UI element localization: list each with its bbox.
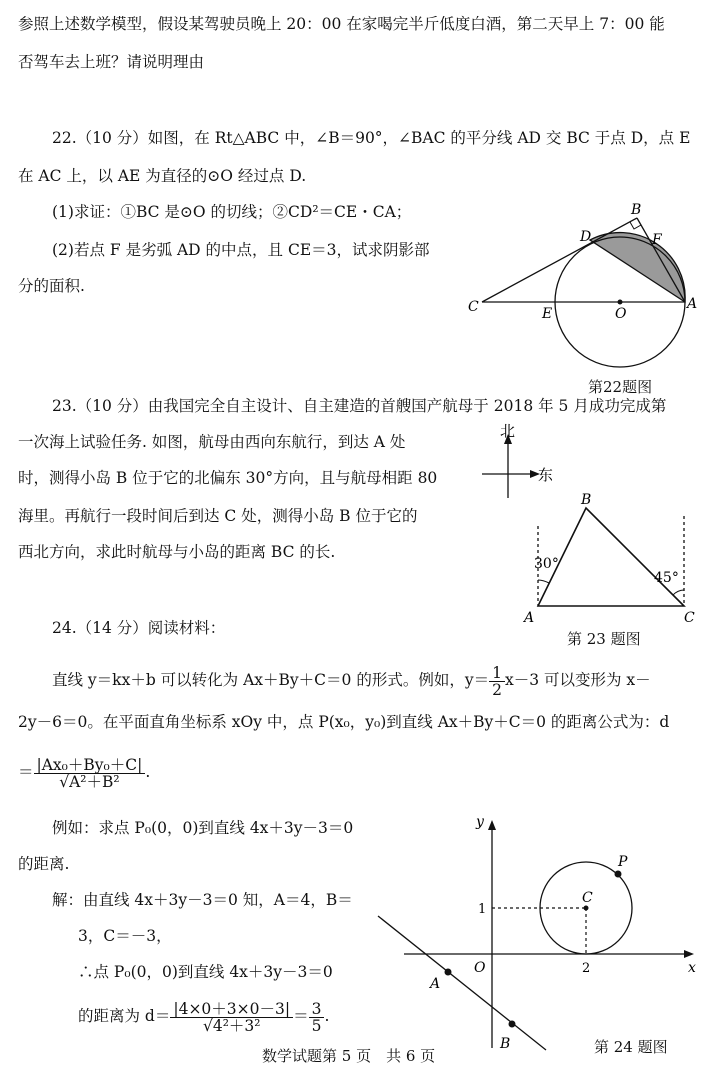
q23-line-3: 时，测得小岛 B 位于它的北偏东 30°方向，且与航母相距 80: [18, 469, 438, 487]
q24-solution-2: 3，C＝－3，: [78, 927, 172, 945]
q23-label-a: A: [524, 610, 535, 626]
q24-figure-caption: 第 24 题图: [594, 1038, 668, 1056]
q22-line-2: 在 AC 上，以 AE 为直径的⊙O 经过点 D.: [18, 167, 307, 185]
q24-label-a: A: [430, 976, 441, 992]
q22-line-cb: [482, 218, 637, 302]
top-line-2: 否驾车去上班？请说明理由: [18, 53, 205, 71]
q24-solution-den: √4²＋3²: [202, 1016, 261, 1035]
q24-label-o: O: [474, 960, 486, 976]
q24-figure: [376, 812, 706, 1052]
q24-solution-3: ∴点 P₀(0，0)到直线 4x＋3y－3＝0: [78, 963, 333, 981]
q22-label-b: B: [631, 202, 642, 218]
q24-solution-1: 解：由直线 4x＋3y－3＝0 知，A＝4，B＝: [52, 891, 353, 909]
q22-figure: [460, 196, 710, 376]
q24-label-p: P: [618, 854, 628, 870]
q24-solution-num: |4×0＋3×0－3|: [170, 1001, 293, 1018]
q24-solution-4-a: 的距离为 d＝: [78, 1007, 171, 1025]
q24-label-x: x: [688, 960, 696, 976]
q23-angle-arc-c: [673, 590, 684, 595]
q24-line-2-a: 直线 y＝kx＋b 可以转化为 Ax＋By＋C＝0 的形式。例如，y＝: [52, 671, 490, 689]
q23-angle-a-label: 30°: [534, 556, 559, 572]
q24-solution-4: [78, 996, 329, 1036]
q24-result-num: 3: [309, 1001, 325, 1018]
page-footer: 数学试题第 5 页 共 6 页: [262, 1047, 436, 1065]
q23-figure: [470, 418, 710, 628]
q24-result-den: 5: [311, 1016, 322, 1035]
q23-angle-arc-a: [538, 580, 549, 583]
q23-line-2: 一次海上试验任务. 如图，航母由西向东航行，到达 A 处: [18, 433, 406, 451]
q24-line-3: 2y－6＝0。在平面直角坐标系 xOy 中，点 P(x₀，y₀)到直线 Ax＋By＋C＝0 的距离公式为：d: [18, 713, 670, 731]
q23-triangle-abc: [538, 508, 684, 606]
q23-line-1: 23.（10 分）由我国完全自主设计、自主建造的首艘国产航母于 2018 年 5 月成功完成第: [52, 397, 667, 415]
q24-line-2-b: x－3 可以变形为 x－: [504, 671, 651, 689]
q22-line-4: (2)若点 F 是劣弧 AD 的中点，且 CE＝3，试求阴影部: [52, 241, 430, 259]
q22-shaded-region: [590, 233, 685, 302]
q22-center-dot: [618, 300, 623, 305]
q24-solution-eq: ＝: [293, 1007, 309, 1025]
q24-distance-formula: [18, 752, 150, 792]
q24-formula-num: |Ax₀＋By₀＋C|: [34, 757, 146, 774]
q24-formula-fraction: [34, 757, 146, 790]
q24-line-2: [52, 660, 651, 700]
q22-label-a: A: [687, 296, 698, 312]
q24-fraction-half-num: 1: [489, 665, 505, 682]
q24-label-y: y: [476, 814, 484, 830]
q24-fraction-half: [489, 665, 505, 698]
q24-label-2: 2: [582, 961, 591, 976]
q22-line-3: (1)求证：①BC 是⊙O 的切线；②CD²＝CE・CA；: [52, 203, 412, 221]
q24-solution-end: .: [324, 1007, 330, 1025]
q24-solution-fraction: [170, 1001, 293, 1034]
q23-east-label: 东: [538, 466, 554, 484]
q24-formula-end: .: [145, 763, 151, 781]
q23-figure-caption: 第 23 题图: [567, 630, 641, 648]
q22-label-f: F: [652, 232, 662, 248]
q24-y-arrow-icon: [488, 820, 496, 830]
q24-label-c: C: [582, 890, 593, 906]
q23-label-c: C: [684, 610, 695, 626]
q24-line-ab: [378, 916, 546, 1050]
q23-north-label: 北: [500, 422, 516, 440]
q24-example-2: 的距离.: [18, 855, 70, 873]
q22-label-o: O: [615, 306, 627, 322]
q22-line-5: 分的面积.: [18, 277, 85, 295]
q23-angle-c-label: 45°: [654, 570, 679, 586]
q22-label-c: C: [468, 299, 479, 315]
q22-line-1: 22.（10 分）如图，在 Rt△ABC 中，∠B＝90°，∠BAC 的平分线 AD 交 BC 于点 D，点 E: [52, 129, 691, 147]
q24-line-1: 24.（14 分）阅读材料：: [52, 619, 226, 637]
q24-point-b: [509, 1021, 516, 1028]
q24-x-arrow-icon: [684, 950, 694, 958]
q22-label-e: E: [542, 306, 553, 322]
q24-example-1: 例如：求点 P₀(0，0)到直线 4x＋3y－3＝0: [52, 819, 354, 837]
q22-figure-caption: 第22题图: [588, 378, 653, 396]
q24-label-1: 1: [478, 902, 487, 917]
q24-formula-eq: ＝: [18, 763, 34, 781]
q24-label-b: B: [500, 1036, 511, 1052]
q23-line-5: 西北方向，求此时航母与小岛的距离 BC 的长.: [18, 543, 336, 561]
q24-fraction-half-den: 2: [492, 680, 502, 699]
top-line-1: 参照上述数学模型，假设某驾驶员晚上 20：00 在家喝完半斤低度白酒，第二天早上 7：00 能: [18, 15, 665, 33]
q23-label-b: B: [581, 492, 592, 508]
q22-label-d: D: [580, 229, 592, 245]
q23-line-4: 海里。再航行一段时间后到达 C 处，测得小岛 B 位于它的: [18, 507, 418, 525]
q24-formula-den: √A²＋B²: [59, 772, 120, 791]
q24-point-p: [615, 871, 622, 878]
q24-result-fraction: [309, 1001, 325, 1034]
q24-point-a: [445, 969, 452, 976]
